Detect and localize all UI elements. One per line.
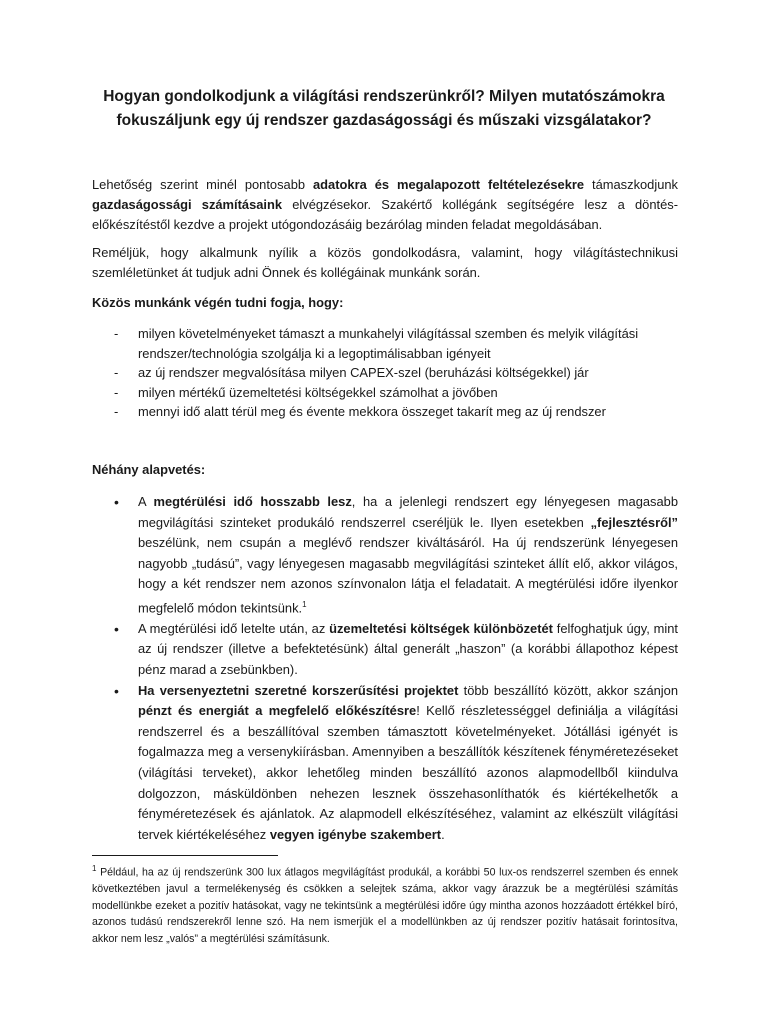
basics-item bbox=[92, 681, 678, 846]
basics-text: A megtérülési idő letelte után, az bbox=[138, 620, 330, 636]
outcome-item bbox=[92, 324, 678, 363]
outcome-text: az új rendszer megvalósítása milyen CAPEX-szel (beruházási költségekkel) jár bbox=[138, 365, 589, 381]
dash-marker: - bbox=[114, 365, 119, 381]
intro-text: Lehetőség szerint minél pontosabb bbox=[92, 177, 314, 192]
basics-emphasis: megtérülési idő hosszabb lesz bbox=[153, 494, 352, 509]
outcome-text: milyen követelményeket támaszt a munkahelyi világítással szemben és melyik világítási rendszer/technológia szolgálja ki a legoptimálisabban igényeit bbox=[138, 326, 639, 361]
footnote-text: Például, ha az új rendszerünk 300 lux átlagos megvilágítást produkál, a korábbi 50 lux-os rendszerrel szemben és ennek következtében javul a termelékenység és csökken a selejtek száma, akkor vagy árazzuk be a megtérülési számítás modellünkbe ezeket a pozitív hatásokat, vagy ne tekintsünk a megtérülési időre úgy mintha azonos hozzáadott értékkel bíró, azonos tudású rendszerekről lenne szó. Ha nem ismerjük el a modellünkben az új rendszer pozitív hatásait forintosítva, akkor nem lesz „valós” a megtérülési számításunk. bbox=[92, 866, 678, 945]
basics-emphasis: üzemeltetési költségek különbözetét bbox=[329, 620, 553, 636]
footnote bbox=[92, 861, 678, 947]
title-line-2: fokuszáljunk egy új rendszer gazdaságossági és műszaki vizsgálatakor? bbox=[116, 112, 652, 129]
outcome-item bbox=[92, 402, 678, 422]
basics-item bbox=[92, 619, 678, 681]
outcome-item bbox=[92, 383, 678, 403]
outcome-item bbox=[92, 363, 678, 383]
basics-text: ! Kellő részletességgel definiálja a világítási rendszerrel és a beszállítóval szemben támasztott követelményeket. Jótállási igényét is fogalmazza meg a versenykiírásban. Amennyiben a beszállítók készítenek fényméretezéseket (világítási terveket), akkor lehetőleg minden beszállító azonos alapmodellből kiindulva dolgozzon, másküldönben nehezen lesznek összehasonlíthatók és kiértékelhetők a fényméretezések és ajánlatok. Az alapmodell elkészítéséhez, valamint az elkészült világítási tervek kiértékeléséhez bbox=[138, 703, 678, 842]
basics-emphasis: vegyen igénybe szakembert bbox=[269, 826, 442, 842]
intro-text: támaszkodjunk bbox=[584, 177, 678, 192]
basics-text: felfoghatjuk úgy, mint az új rendszer (illetve a befektetésünk) által generált „haszon” (a korábbi állapothoz képest pénz marad a zsebünkben). bbox=[138, 620, 678, 678]
intro-text: elvégzésekor. Szakértő kollégánk segítségére lesz a döntés-előkészítéstől kezdve a projekt utógondozásáig bezárólag minden feladat megoldásában. bbox=[92, 197, 678, 232]
basics-list bbox=[92, 492, 678, 845]
basics-text: több beszállító között, akkor szánjon bbox=[458, 682, 678, 698]
footnote-reference[interactable]: 1 bbox=[302, 599, 307, 609]
basics-emphasis: Ha versenyeztetni szeretné korszerűsítési projektet bbox=[138, 682, 459, 698]
dash-marker: - bbox=[114, 384, 119, 400]
intro-paragraph-2: Reméljük, hogy alkalmunk nyílik a közös gondolkodásra, valamint, hogy világítástechnikusi szemléletünket át tudjuk adni Önnek és kollégáinak munkánk során. bbox=[92, 245, 678, 280]
basics-item bbox=[92, 492, 678, 619]
bullet-marker: • bbox=[114, 620, 119, 637]
intro-emphasis: adatokra és megalapozott feltételezésekre bbox=[313, 177, 585, 192]
outcomes-heading: Közös munkánk végén tudni fogja, hogy: bbox=[92, 295, 344, 310]
basics-text: , ha a jelenlegi rendszert egy lényegesen magasabb megvilágítási szinteket produkáló rendszerrel cseréljük le. Ilyen esetekben bbox=[138, 494, 678, 530]
basics-heading: Néhány alapvetés: bbox=[92, 462, 206, 477]
footnote-number: 1 bbox=[92, 864, 97, 873]
basics-text: beszélünk, nem csupán a meglévő rendszer kiváltásáról. Ha új rendszerünk lényegesen nagyobb „tudású”, vagy lényegesen magasabb megvilágítási szinteket állít elő, akkor világos, hogy a két rendszer nem azonos színvonalon látja el feladatait. A megtérülési időre ilyenkor megfelelő módon tekintsünk. bbox=[138, 535, 678, 616]
outcome-text: mennyi idő alatt térül meg és évente mekkora összeget takarít meg az új rendszer bbox=[138, 404, 606, 420]
bullet-marker: • bbox=[114, 494, 119, 510]
document-title bbox=[60, 85, 708, 133]
footnote-separator bbox=[92, 855, 278, 856]
basics-text: A bbox=[138, 494, 154, 509]
dash-marker: - bbox=[114, 404, 119, 420]
outcomes-list bbox=[92, 324, 678, 422]
basics-text: . bbox=[441, 826, 445, 842]
title-line-1: Hogyan gondolkodjunk a világítási rendszerünkről? Milyen mutatószámokra bbox=[103, 88, 665, 105]
intro-emphasis: gazdaságossági számításaink bbox=[92, 197, 283, 212]
basics-emphasis: pénzt és energiát a megfelelő előkészítésre bbox=[138, 703, 417, 719]
dash-marker: - bbox=[114, 326, 119, 341]
bullet-marker: • bbox=[114, 682, 119, 699]
intro-paragraph-1 bbox=[92, 175, 678, 235]
outcome-text: milyen mértékű üzemeltetési költségekkel számolhat a jövőben bbox=[138, 384, 498, 400]
basics-emphasis: „fejlesztésről” bbox=[590, 514, 678, 530]
